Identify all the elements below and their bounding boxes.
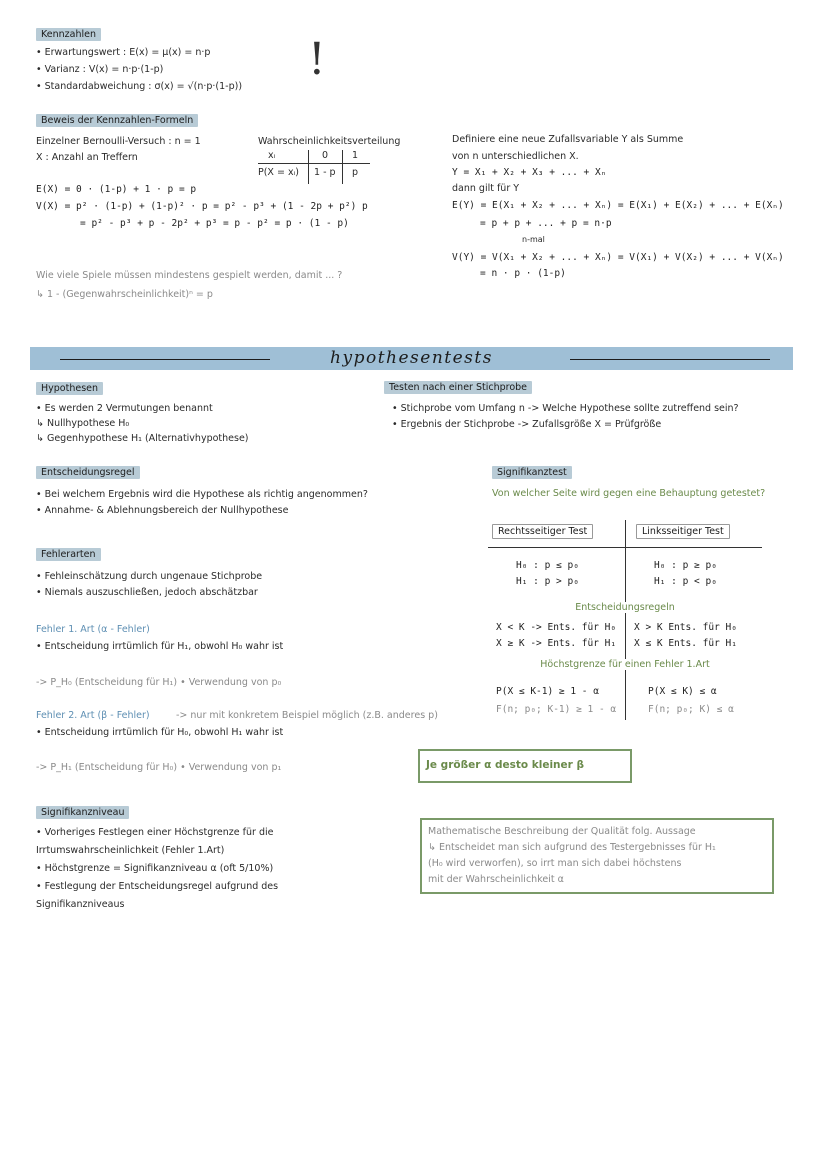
right-h0: H₀ : p ≤ p₀ [516,560,579,571]
sum-def: von n unterschiedlichen X. [452,151,579,162]
list-item: • Fehleinschätzung durch ungenaue Stichprobe [36,571,263,582]
hypothesen-list [36,402,249,445]
table-head-x: xᵢ [268,150,276,161]
hypothesentests-banner [30,347,793,370]
fehler2-text: • Entscheidung irrtümlich für H₀, obwohl H₁ wahr ist [36,727,284,738]
fehler2-title: Fehler 2. Art (β - Fehler) [36,710,150,721]
left-grenze: F(n; p₀; K) ≤ α [648,704,734,715]
table-divider [625,520,626,720]
list-item: • Varianz : V(x) = n·p·(1-p) [36,64,164,75]
fehler1-title: Fehler 1. Art (α - Fehler) [36,624,150,635]
table-divider [258,163,370,164]
table-row-label: P(X = xᵢ) [258,167,299,178]
table-head-1: 1 [352,150,359,161]
table-cell: p [352,167,359,178]
fehler1-note: -> P_H₀ (Entscheidung für H₁) • Verwendung von p₀ [36,677,282,688]
grenze-title: Höchstgrenze für einen Fehler 1.Art [488,659,762,670]
vx-formula: = p² - p³ + p - 2p² + p³ = p - p² = p · (1 - p) [80,218,349,229]
testen-list [392,402,739,431]
kennzahlen-title: Kennzahlen [36,28,101,41]
kennzahlen-list [36,46,242,93]
left-h1: H₁ : p < p₀ [654,576,717,587]
fehler1-text: • Entscheidung irrtümlich für H₁, obwohl H₀ wahr ist [36,641,284,652]
question-text: Wie viele Spiele müssen mindestens gespielt werden, damit ... ? [36,270,343,281]
list-item: • Erwartungswert : E(x) = μ(x) = n·p [36,47,211,58]
list-item: • Standardabweichung : σ(x) = √(n·p·(1-p)) [36,81,243,92]
ex-formula: E(X) = 0 · (1-p) + 1 · p = p [36,184,197,195]
list-item: ↳ Gegenhypothese H₁ (Alternativhypothese) [36,433,249,444]
entscheidung-title: Entscheidungsregel [36,466,140,479]
list-item: • Stichprobe vom Umfang n -> Welche Hypothese sollte zutreffend sein? [392,403,739,414]
box-line: mit der Wahrscheinlichkeit α [428,874,564,885]
box-line: Mathematische Beschreibung der Qualität folg. Aussage [428,826,696,837]
signifikanzniveau-list [36,826,278,911]
fehlerarten-list [36,570,262,599]
right-regel: X < K -> Ents. für H₀ [496,622,617,633]
distribution-table [258,150,370,184]
col-left-header: Linksseitiger Test [636,524,730,539]
regeln-title: Entscheidungsregeln [488,602,762,613]
testen-title: Testen nach einer Stichprobe [384,381,532,394]
signifikanztest-title: Signifikanztest [492,466,572,479]
sum-formula: Y = X₁ + X₂ + X₃ + ... + Xₙ [452,167,607,178]
left-h0: H₀ : p ≥ p₀ [654,560,717,571]
signifikanzniveau-title: Signifikanzniveau [36,806,129,819]
fehler2-suffix: -> nur mit konkretem Beispiel möglich (z.B. anderes p) [176,710,438,721]
right-grenze: P(X ≤ K-1) ≥ 1 - α [496,686,599,697]
list-item: • Höchstgrenze = Signifikanzniveau α (oft 5/10%) [36,863,274,874]
list-item: • Niemals auszuschließen, jedoch abschätzbar [36,587,258,598]
sum-def: Definiere eine neue Zufallsvariable Y als Summe [452,134,684,145]
table-head-0: 0 [322,150,329,161]
qualitaet-box [420,818,774,894]
ey-formula: E(Y) = E(X₁ + X₂ + ... + Xₙ) = E(X₁) + E(X₂) + ... + E(Xₙ) [452,200,784,211]
list-item: • Ergebnis der Stichprobe -> Zufallsgröße X = Prüfgröße [392,419,662,430]
list-item: • Bei welchem Ergebnis wird die Hypothese als richtig angenommen? [36,489,368,500]
banner-title: hypothesentests [330,348,493,368]
vy-formula: = n · p · (1-p) [480,268,566,279]
sum-def: dann gilt für Y [452,183,520,194]
table-cell: 1 - p [314,167,336,178]
right-grenze: F(n; p₀; K-1) ≥ 1 - α [496,704,617,715]
ey-formula: = p + p + ... + p = n·p [480,218,612,229]
entscheidung-list [36,488,368,517]
table-divider [342,150,343,184]
signifikanztest-subtitle: Von welcher Seite wird gegen eine Behauptung getestet? [492,488,766,499]
right-h1: H₁ : p > p₀ [516,576,579,587]
fehlerarten-title: Fehlerarten [36,548,101,561]
box-line: ↳ Entscheidet man sich aufgrund des Testergebnisses für H₁ [428,842,716,853]
list-item: • Es werden 2 Vermutungen benannt [36,403,213,414]
list-item: ↳ Nullhypothese H₀ [36,418,130,429]
list-item: Signifikanzniveaus [36,899,125,910]
left-grenze: P(X ≤ K) ≤ α [648,686,717,697]
vy-formula: V(Y) = V(X₁ + X₂ + ... + Xₙ) = V(X₁) + V(X₂) + ... + V(Xₙ) [452,252,784,263]
table-divider [308,150,309,184]
table-title: Wahrscheinlichkeitsverteilung [258,136,401,147]
alpha-beta-box [418,749,632,783]
list-item: • Festlegung der Entscheidungsregel aufgrund des [36,881,279,892]
exclamation-icon: ! [308,34,326,85]
answer-text: ↳ 1 - (Gegenwahrscheinlichkeit)ⁿ = p [36,289,213,300]
hypothesen-title: Hypothesen [36,382,103,395]
alpha-beta-text: Je größer α desto kleiner β [426,759,584,771]
right-regel: X ≥ K -> Ents. für H₁ [496,638,617,649]
anzahl-text: X : Anzahl an Treffern [36,152,138,163]
left-regel: X > K Ents. für H₀ [634,622,737,633]
n-mal-label: n-mal [522,235,545,244]
fehler2-note: -> P_H₁ (Entscheidung für H₀) • Verwendung von p₁ [36,762,282,773]
bernoulli-text: Einzelner Bernoulli-Versuch : n = 1 [36,136,201,147]
list-item: • Annahme- & Ablehnungsbereich der Nullhypothese [36,505,289,516]
col-right-header: Rechtsseitiger Test [492,524,593,539]
box-line: (H₀ wird verworfen), so irrt man sich dabei höchstens [428,858,682,869]
beweis-title: Beweis der Kennzahlen-Formeln [36,114,198,127]
left-regel: X ≤ K Ents. für H₁ [634,638,737,649]
vx-formula: V(X) = p² · (1-p) + (1-p)² · p = p² - p³ + (1 - 2p + p²) p [36,201,368,212]
list-item: • Vorheriges Festlegen einer Höchstgrenze für die [36,827,274,838]
signifikanztest-table [488,520,762,720]
list-item: Irrtumswahrscheinlichkeit (Fehler 1.Art) [36,845,225,856]
